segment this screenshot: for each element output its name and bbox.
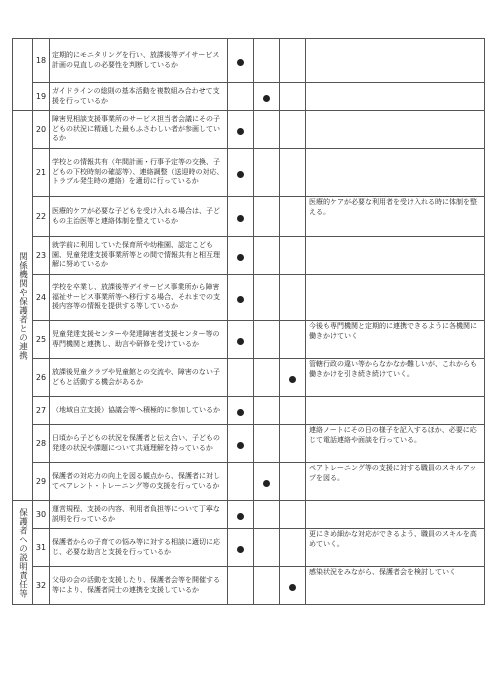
mark-cell-1 bbox=[228, 111, 254, 149]
mark-cell-2 bbox=[254, 197, 280, 237]
evaluation-sheet bbox=[12, 38, 484, 605]
item-text: 放課後児童クラブや児童館との交流や、障害のない子どもと活動する機会があるか bbox=[50, 359, 228, 397]
row-number: 21 bbox=[33, 149, 50, 197]
row-number: 20 bbox=[33, 111, 50, 149]
item-text: 運営規程、支援の内容、利用者負担等について丁寧な説明を行っているか bbox=[50, 501, 228, 529]
mark-cell-2 bbox=[254, 321, 280, 359]
row-number: 18 bbox=[33, 39, 50, 83]
mark-cell-2 bbox=[254, 529, 280, 567]
row-number: 27 bbox=[33, 397, 50, 425]
check-dot-icon bbox=[237, 128, 244, 135]
item-text: 就学前に利用していた保育所や幼稚園、認定こども園、児童発達支援事業所等との間で情報共有と相互理解に努めているか bbox=[50, 237, 228, 275]
mark-cell-3 bbox=[280, 275, 306, 321]
note-cell: 連絡ノートにその日の様子を記入するほか、必要に応じて電話連絡や面談を行っている。 bbox=[306, 425, 485, 463]
mark-cell-2 bbox=[254, 275, 280, 321]
mark-cell-1 bbox=[228, 463, 254, 501]
mark-cell-3 bbox=[280, 359, 306, 397]
row-number: 24 bbox=[33, 275, 50, 321]
mark-cell-3 bbox=[280, 397, 306, 425]
row-number: 32 bbox=[33, 567, 50, 605]
item-text: 日頃から子どもの状況を保護者と伝え合い、子どもの発達の状況や課題について共通理解を持っているか bbox=[50, 425, 228, 463]
note-cell: 感染状況をみながら、保護者会を検討していく bbox=[306, 567, 485, 605]
category-label: 保護者への説明責任等 bbox=[17, 507, 28, 598]
mark-cell-3 bbox=[280, 501, 306, 529]
mark-cell-2 bbox=[254, 463, 280, 501]
table-row bbox=[13, 501, 485, 529]
check-dot-icon bbox=[289, 584, 296, 591]
check-dot-icon bbox=[237, 296, 244, 303]
mark-cell-1 bbox=[228, 501, 254, 529]
item-text: 父母の会の活動を支援したり、保護者会等を開催する等により、保護者同士の連携を支援しているか bbox=[50, 567, 228, 605]
item-text: 学校を卒業し、放課後等デイサービス事業所から障害福祉サービス事業所等へ移行する場合、それまでの支援内容等の情報を提供する等しているか bbox=[50, 275, 228, 321]
table-row bbox=[13, 359, 485, 397]
check-dot-icon bbox=[289, 376, 296, 383]
mark-cell-2 bbox=[254, 237, 280, 275]
evaluation-table bbox=[12, 38, 485, 605]
item-text: 障害児相談支援事業所のサービス担当者会議にその子どもの状況に精通した最もふさわしい者が参画しているか bbox=[50, 111, 228, 149]
table-row bbox=[13, 197, 485, 237]
item-text: 保護者からの子育ての悩み等に対する相談に適切に応じ、必要な助言と支援を行っているか bbox=[50, 529, 228, 567]
table-row bbox=[13, 463, 485, 501]
table-row bbox=[13, 275, 485, 321]
mark-cell-1 bbox=[228, 359, 254, 397]
mark-cell-2 bbox=[254, 111, 280, 149]
row-number: 25 bbox=[33, 321, 50, 359]
check-dot-icon bbox=[237, 254, 244, 261]
mark-cell-2 bbox=[254, 83, 280, 111]
note-cell: 今後も専門機関と定期的に連携できるように各機関に働きかけていく bbox=[306, 321, 485, 359]
table-row bbox=[13, 111, 485, 149]
table-row bbox=[13, 397, 485, 425]
mark-cell-3 bbox=[280, 39, 306, 83]
category-cell bbox=[13, 501, 33, 605]
check-dot-icon bbox=[237, 546, 244, 553]
category-cell bbox=[13, 39, 33, 111]
mark-cell-3 bbox=[280, 197, 306, 237]
table-row bbox=[13, 237, 485, 275]
note-cell bbox=[306, 397, 485, 425]
mark-cell-1 bbox=[228, 149, 254, 197]
item-text: 児童発達支援センターや発達障害者支援センター等の専門機関と連携し、助言や研修を受けているか bbox=[50, 321, 228, 359]
mark-cell-2 bbox=[254, 425, 280, 463]
mark-cell-3 bbox=[280, 83, 306, 111]
table-row bbox=[13, 39, 485, 83]
item-text: （地域自立支援）協議会等へ積極的に参加しているか bbox=[50, 397, 228, 425]
row-number: 19 bbox=[33, 83, 50, 111]
mark-cell-3 bbox=[280, 237, 306, 275]
note-cell bbox=[306, 501, 485, 529]
mark-cell-3 bbox=[280, 321, 306, 359]
item-text: 医療的ケアが必要な子どもを受け入れる場合は、子どもの主治医等と連絡体制を整えているか bbox=[50, 197, 228, 237]
table-row bbox=[13, 529, 485, 567]
table-row bbox=[13, 83, 485, 111]
note-cell: 管轄行政の違い等からなかなか難しいが、これからも働きかけを引き続き続けていく。 bbox=[306, 359, 485, 397]
check-dot-icon bbox=[237, 215, 244, 222]
mark-cell-1 bbox=[228, 425, 254, 463]
mark-cell-2 bbox=[254, 149, 280, 197]
table-row bbox=[13, 567, 485, 605]
mark-cell-2 bbox=[254, 397, 280, 425]
mark-cell-1 bbox=[228, 39, 254, 83]
check-dot-icon bbox=[237, 409, 244, 416]
mark-cell-2 bbox=[254, 39, 280, 83]
mark-cell-3 bbox=[280, 149, 306, 197]
check-dot-icon bbox=[263, 95, 270, 102]
mark-cell-3 bbox=[280, 529, 306, 567]
mark-cell-3 bbox=[280, 111, 306, 149]
check-dot-icon bbox=[237, 171, 244, 178]
mark-cell-1 bbox=[228, 529, 254, 567]
note-cell bbox=[306, 149, 485, 197]
category-cell bbox=[13, 111, 33, 501]
note-cell: 医療的ケアが必要な利用者を受け入れる時に体制を整える。 bbox=[306, 197, 485, 237]
row-number: 29 bbox=[33, 463, 50, 501]
check-dot-icon bbox=[237, 59, 244, 66]
table-row bbox=[13, 321, 485, 359]
mark-cell-3 bbox=[280, 425, 306, 463]
check-dot-icon bbox=[263, 480, 270, 487]
note-cell: ペアトレーニング等の支援に対する職員のスキルアップを図る。 bbox=[306, 463, 485, 501]
mark-cell-3 bbox=[280, 567, 306, 605]
note-cell bbox=[306, 83, 485, 111]
mark-cell-1 bbox=[228, 397, 254, 425]
mark-cell-1 bbox=[228, 567, 254, 605]
mark-cell-2 bbox=[254, 359, 280, 397]
mark-cell-3 bbox=[280, 463, 306, 501]
note-cell bbox=[306, 275, 485, 321]
mark-cell-1 bbox=[228, 197, 254, 237]
item-text: ガイドラインの総則の基本活動を複数組み合わせて支援を行っているか bbox=[50, 83, 228, 111]
mark-cell-1 bbox=[228, 275, 254, 321]
table-row bbox=[13, 149, 485, 197]
item-text: 定期的にモニタリングを行い、放課後等デイサービス計画の見直しの必要性を判断しているか bbox=[50, 39, 228, 83]
mark-cell-1 bbox=[228, 321, 254, 359]
note-cell: 更にきめ細かな対応ができるよう、職員のスキルを高めていく。 bbox=[306, 529, 485, 567]
check-dot-icon bbox=[237, 442, 244, 449]
note-cell bbox=[306, 39, 485, 83]
row-number: 22 bbox=[33, 197, 50, 237]
note-cell bbox=[306, 237, 485, 275]
item-text: 学校との情報共有（年間計画・行事予定等の交換、子どもの下校時刻の確認等）、連絡調整（送迎時の対応、トラブル発生時の連絡）を適切に行っているか bbox=[50, 149, 228, 197]
row-number: 30 bbox=[33, 501, 50, 529]
mark-cell-2 bbox=[254, 501, 280, 529]
item-text: 保護者の対応力の向上を図る観点から、保護者に対してペアレント・トレーニング等の支援を行っているか bbox=[50, 463, 228, 501]
check-dot-icon bbox=[237, 338, 244, 345]
row-number: 23 bbox=[33, 237, 50, 275]
category-label: 関係機関や保護者との連携 bbox=[17, 251, 28, 360]
mark-cell-1 bbox=[228, 83, 254, 111]
row-number: 28 bbox=[33, 425, 50, 463]
mark-cell-2 bbox=[254, 567, 280, 605]
row-number: 31 bbox=[33, 529, 50, 567]
table-row bbox=[13, 425, 485, 463]
row-number: 26 bbox=[33, 359, 50, 397]
check-dot-icon bbox=[237, 513, 244, 520]
note-cell bbox=[306, 111, 485, 149]
mark-cell-1 bbox=[228, 237, 254, 275]
